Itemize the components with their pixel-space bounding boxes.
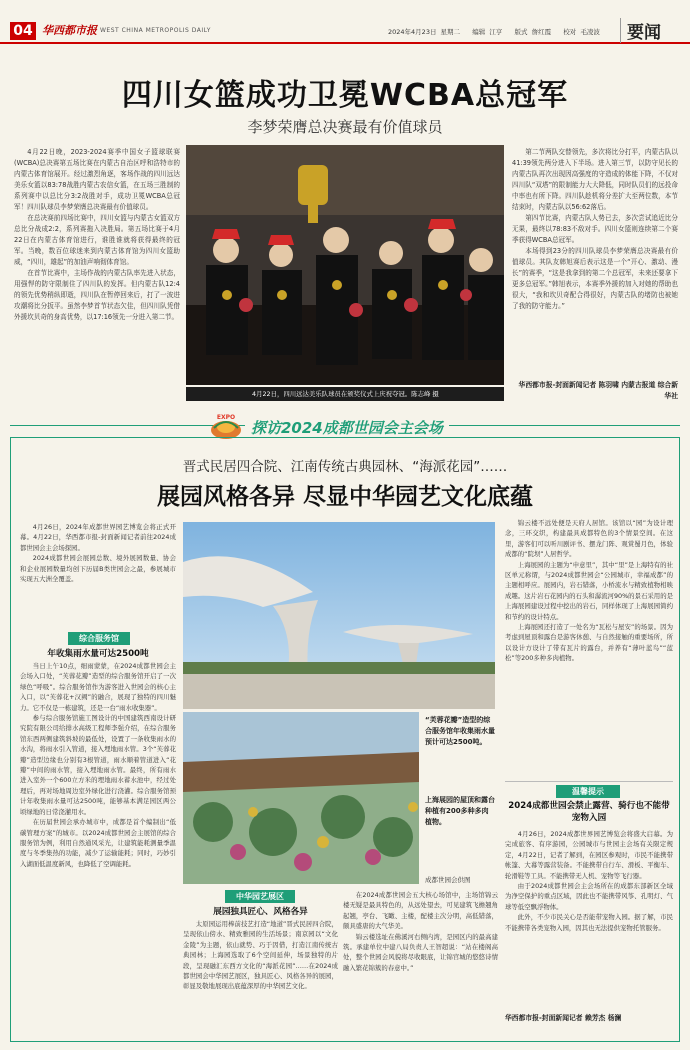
feature-credit: 华西都市报-封面新闻记者 赖芳杰 杨澜 bbox=[505, 1014, 622, 1022]
issue-date: 2024年4月23日 星期二 bbox=[388, 28, 461, 36]
feature-intro bbox=[20, 522, 176, 626]
paragraph: 4月26日，2024年成都世界园艺博览会将正式开幕。4月22日，华西都市报-封面新闻记者前往2024成都世园会主会场探园。 bbox=[20, 523, 176, 552]
photo-caption-service-hall: “芙蓉花瓣”造型的综合服务馆年收集雨水量预计可达2500吨。 bbox=[425, 716, 495, 746]
paragraph: 第四节比赛，内蒙古队人势已去，多次尝试追近比分无果，最终以78:83不敌对手。四川女篮则连续第二个赛季获得WCBA总冠军。 bbox=[512, 214, 678, 244]
expo-badge-text: EXPO bbox=[216, 414, 236, 421]
paragraph: 在总决赛前四场比赛中，四川女篮与内蒙古女篮双方总比分战成2:2，系列赛拖入决胜局。第五场比赛于4月22日在内蒙古体育馆进行，谁胜谁就将获得最终的冠军。当晚，数百位球迷来到内蒙古体育馆为四川女篮助威，“四川，雄起”的加油声响彻体育馆。 bbox=[14, 214, 180, 266]
page-header bbox=[0, 0, 690, 44]
championship-photo bbox=[186, 145, 504, 385]
lead-right-column bbox=[512, 147, 678, 377]
photo-caption-shanghai: 上海展园的屋顶和露台种植有200多种多肉植物。 bbox=[425, 796, 495, 826]
paragraph: 锦云楼选址在佛溪河右侧内湾，是园区内的最高建筑。承建单位中建八局负责人王智超说：“站在楼阁高处，整个世园会风貌将尽收眼底，让锦官城的悠悠诗情融入繁花锦簇的春意中。” bbox=[343, 932, 498, 972]
jinyun-column bbox=[343, 890, 498, 1037]
feature-right-column bbox=[505, 518, 673, 780]
paragraph: 2024成都世园会展园总数、境外展园数量、协会和企业展园数量均创下历届B类世园会之最，参展城市实现五大洲全覆盖。 bbox=[20, 554, 176, 584]
tip-tag: 温馨提示 bbox=[556, 785, 620, 798]
paragraph: 在2024成都世园会五大核心场馆中，主场馆锦云楼无疑是最具特色的，从远处望去，可见建筑飞檐翘角起翘，亭台、飞瞰、主楼，配楼主次分明，高低错落，颇具盛唐的大气华美。 bbox=[343, 891, 498, 931]
paragraph: 当日上午10点，细雨蒙蒙，在2024成都世园会主会场入口处，“芙蓉花瓣”造型的综合服务馆开启了一次绿色“呼吸”。综合服务馆作为游客进入世园会的核心主入口，以“芙蓉花+汉阙”的融合，展现了独特的四川魅力。它不仅是一栋建筑，还是一台“雨水收集器”。 bbox=[20, 662, 176, 712]
feature-subhead: 晋式民居四合院、江南传统古典园林、“海派花园”…… bbox=[182, 459, 508, 475]
proof-credit: 校对 毛凌波 bbox=[563, 28, 600, 36]
editor: 编辑 江亨 bbox=[472, 28, 503, 36]
section-label: 要闻 bbox=[620, 18, 661, 43]
paragraph: 第二节两队交替领先，多次将比分打平，内蒙古队以41:39领先两分进入下半场。进入第三节，以防守见长的内蒙古队再次出现因高强度的守造成的体能下降，不仅对四川队“双塔”的限制能力大大降低，同时队员们的远投命中率也有所下降。四川队趁机将分差扩大至两位数，本节结束时，内蒙古队以56:62落后。 bbox=[512, 148, 678, 211]
paragraph: 锦云楼不远处便是天府人居馆。该馆以“园”为设计理念，三环交织，构建最具成都特色的3个情景空间。在这里，游客们可以听川剧评书、摆龙门阵、观赏蜀月色，体验成都的“院坝”人居哲学。 bbox=[505, 519, 673, 559]
shanghai-garden-photo bbox=[183, 712, 419, 884]
paragraph: 上海展园的主题为“申意里”，其中“里”是上海特有的社区单元称谓，与2024成都世园会“公园城市，幸福成都”的主题相呼应。展园内，岩石错落，小桥流水与精致植物相映成趣。这片岩石花园内的石头和潺流河90%的景石采用的是上海展园建设过程中挖出的岩石，同样体现了上海展园简约和节约的设计特点。 bbox=[505, 560, 673, 621]
tip-title: 2024成都世园会禁止露营、骑行也不能带宠物入园 bbox=[508, 801, 670, 823]
paragraph: 4月26日，2024成都世界园艺博览会将盛大启幕。为完成旅客、有序游园，公园城市与世园主会场有关限定规定，4月22日，记者了解到，在园区参观时，市民不能携带帐篷、大幕等露营装备。不能携带自行车、滑板、平衡车、轮滑鞋等工具。不能携带无人机、宠物等飞行器。 bbox=[505, 830, 673, 880]
issue-meta bbox=[388, 27, 600, 36]
tip-divider bbox=[505, 781, 673, 782]
layout-credit: 版式 詹红霞 bbox=[514, 28, 552, 36]
paragraph: 参与综合服务馆施工图设计的中国建筑西南设计研究院有限公司给排水高级工程师李强介绍，在综合服务馆东西两侧建筑斜坡的最低处，设置了一条收集雨水的水沟，将雨水引入管道，接入埋地雨水管。3个“芙蓉花瓣”造型边缘也分别有3根管道，雨水顺着管道进入“花瓣”中间的雨水管，接入埋地雨水管。最终，所有雨水进入室外一个600立方米的埋地雨水蓄水池中，经过处理后，再对场地周边室外绿化进行浇灌。综合服务馆预计年收集雨水量可达2500吨，能够基本满足园区两公顷绿地的日常浇灌用水。 bbox=[20, 714, 176, 816]
section-tag-service-hall: 综合服务馆 bbox=[68, 632, 130, 645]
newspaper-logo: 华西都市报 bbox=[42, 24, 97, 37]
paragraph: 在历届世园会承办城市中，成都是首个编制出“低碳管理方案”的城市。以2024成都世园会主展馆的综合服务馆为例，利用自然通风采光，让建筑能耗测量季温度与冬季集热的功能，减少了运输能耗；同时，巧妙引入湖面低温度新风，也降低了空调能耗。 bbox=[20, 818, 176, 868]
lead-credit: 华西都市报-封面新闻记者 陈羽啸 内蒙古报道 综合新华社 bbox=[518, 381, 678, 400]
paragraph: 太原园运用棒前技艺打造“地道”晋式民居四合院，呈现依山傍水、精致雅园的生活场景；南京园以“文化金陵”为主题，依山就势、巧于因借，打造江南传统古典园林；上海园选取了6个空间延伸，场景独特的片段，呈现融汇东西方文化的“海派花园”……在2024成都世园会中华园艺展区，独具匠心、风格各异的展园，彰显及敬地展现出底蕴深厚的中华园艺文化。 bbox=[183, 920, 338, 991]
expo-banner-title: 探访2024成都世园会主会场 bbox=[245, 417, 449, 438]
expo-flower-icon bbox=[208, 410, 244, 440]
paragraph: 4月22日晚，2023-2024赛季中国女子篮球联赛(WCBA)总决赛第五场比赛在内蒙古自治区呼和浩特市的内蒙古体育馆展开。经过激烈角逐，客场作战的四川远达美乐女篮以83:78战胜内蒙古农信女篮，在五场三胜制的系列赛中以总比分3:2战胜对手，成功卫冕WCBA总冠军！四川队球员李梦荣膺总决赛最有价值球员。 bbox=[14, 148, 180, 211]
service-hall-column bbox=[20, 661, 176, 1035]
paragraph: 此外，不少市民关心是否能带宠物入园。据了解，市民不能携带各类宠物入园，因其也无法提供宠物托管服务。 bbox=[505, 913, 673, 932]
chinese-garden-column bbox=[183, 919, 338, 1037]
photo-caption: 4月22日，四川远达美乐队球员在颁奖仪式上庆祝夺冠。陈志峰 摄 bbox=[186, 387, 504, 401]
lead-left-column bbox=[14, 147, 180, 409]
newspaper-logo-en: WEST CHINA METROPOLIS DAILY bbox=[100, 27, 211, 34]
paragraph: 在首节比赛中，主场作战的内蒙古队率先进入状态，用强悍的防守限制住了四川队的发挥。但内蒙古队12:4的领先优势稍纵即逝，四川队在暂停回来后，打了一波进攻潮将比分扳平。虽然李梦首节状态欠佳，但四川队凭借外援坎贝奇的身高优势，以17:16领先一分进入第二节。 bbox=[14, 269, 180, 321]
service-hall-photo bbox=[183, 522, 495, 709]
feature-headline: 展园风格各异 尽显中华园艺文化底蕴 bbox=[156, 484, 533, 510]
lead-subhead: 李梦荣膺总决赛最有价值球员 bbox=[247, 118, 443, 136]
lead-headline: 四川女篮成功卫冕WCBA总冠军 bbox=[121, 78, 569, 113]
tip-body bbox=[505, 829, 673, 1012]
paragraph: 本场得到23分的四川队球员李梦荣膺总决赛最有价值球员。其队友韩旭赛后表示这是一个“开心、激动、漫长”的赛季，“这是我拿到的第二个总冠军，未来还要拿下更多总冠军。”韩旭表示，本赛季外援的加入对她的帮助也很大，“我和坎贝奇配合得很好，内蒙古队的堵防也被她了我的防守能力。” bbox=[512, 247, 678, 310]
chinese-garden-subhead: 展园独具匠心、风格各异 bbox=[213, 907, 308, 917]
paragraph: 上海展园还打造了一处名为“瓦松与屋安”的场景。因为考虑到屋顶和露台是游客休憩、与自然接触的重要场所，所以设计方设计了带有瓦片的露台，并养有“薄叶蓝鸟”“蓝松”等200多种多肉植物。 bbox=[505, 623, 673, 663]
service-hall-subhead: 年收集雨水量可达2500吨 bbox=[47, 649, 149, 659]
page-number: 04 bbox=[10, 22, 36, 40]
paragraph: 由于2024成都世园会主会场所在的成都东部新区全域为净空保护的重点区域，因此也不能携带风筝、孔明灯、气球等低空飘浮物体。 bbox=[505, 882, 673, 911]
section-tag-chinese-garden: 中华园艺展区 bbox=[225, 890, 295, 903]
photo-credit: 成都世园会供图 bbox=[425, 876, 471, 884]
